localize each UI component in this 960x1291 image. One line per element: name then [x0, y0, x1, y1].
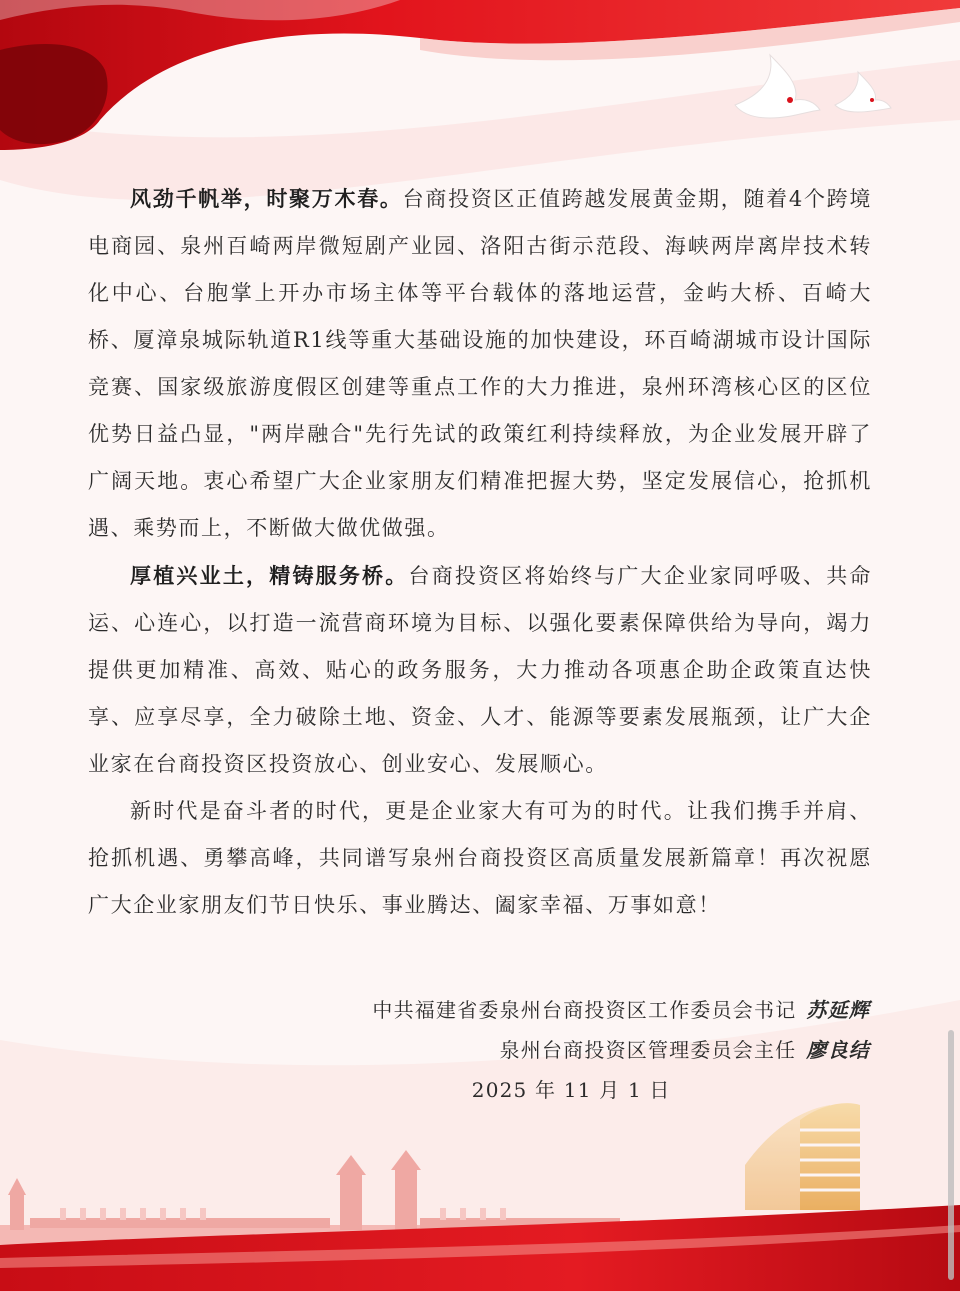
signature-line-2 — [372, 1030, 870, 1070]
signer-title: 泉州台商投资区管理委员会主任 — [499, 1038, 797, 1062]
paragraph-text: 台商投资区正值跨越发展黄金期，随着4个跨境电商园、泉州百崎两岸微短剧产业园、洛阳古街示范段、海峡两岸离岸技术转化中心、台胞掌上开办市场主体等平台载体的落地运营，金屿大桥、百崎大桥、厦漳泉城际轨道R1线等重大基础设施的加快建设，环百崎湖城市设计国际竞赛、国家级旅游度假区创建等重点工作的大力推进，泉州环湾核心区的区位优势日益凸显，"两岸融合"先行先试的政策红利持续释放，为企业发展开辟了广阔天地。衷心希望广大企业家朋友们精准把握大势，坚定发展信心，抢抓机遇、乘势而上，不断做大做优做强。 — [88, 187, 872, 540]
paragraph-text: 台商投资区将始终与广大企业家同呼吸、共命运、心连心，以打造一流营商环境为目标、以强化要素保障供给为导向，竭力提供更加精准、高效、贴心的政务服务，大力推动各项惠企助企政策直达快享、应享尽享，全力破除土地、资金、人才、能源等要素发展瓶颈，让广大企业家在台商投资区投资放心、创业安心、发展顺心。 — [88, 564, 873, 776]
paragraph-lead: 厚植兴业土，精铸服务桥。 — [130, 563, 409, 588]
signer-name: 苏延辉 — [806, 998, 870, 1022]
signature-block — [372, 990, 870, 1110]
letter-body — [88, 175, 872, 929]
paragraph-lead: 风劲千帆举，时聚万木春。 — [130, 186, 403, 211]
paragraph-3 — [88, 788, 872, 929]
signer-title: 中共福建省委泉州台商投资区工作委员会书记 — [372, 998, 797, 1022]
paragraph-1 — [88, 175, 872, 552]
scrollbar[interactable] — [948, 1030, 954, 1280]
paragraph-text: 新时代是奋斗者的时代，更是企业家大有可为的时代。让我们携手并肩、抢抓机遇、勇攀高峰，共同谱写泉州台商投资区高质量发展新篇章！再次祝愿广大企业家朋友们节日快乐、事业腾达、阖家幸福、万事如意！ — [88, 799, 872, 917]
paragraph-2 — [88, 552, 872, 788]
letter-date: 2025 年 11 月 1 日 — [471, 1078, 671, 1102]
signature-line-1 — [372, 990, 870, 1030]
signer-name: 廖良结 — [806, 1038, 870, 1062]
